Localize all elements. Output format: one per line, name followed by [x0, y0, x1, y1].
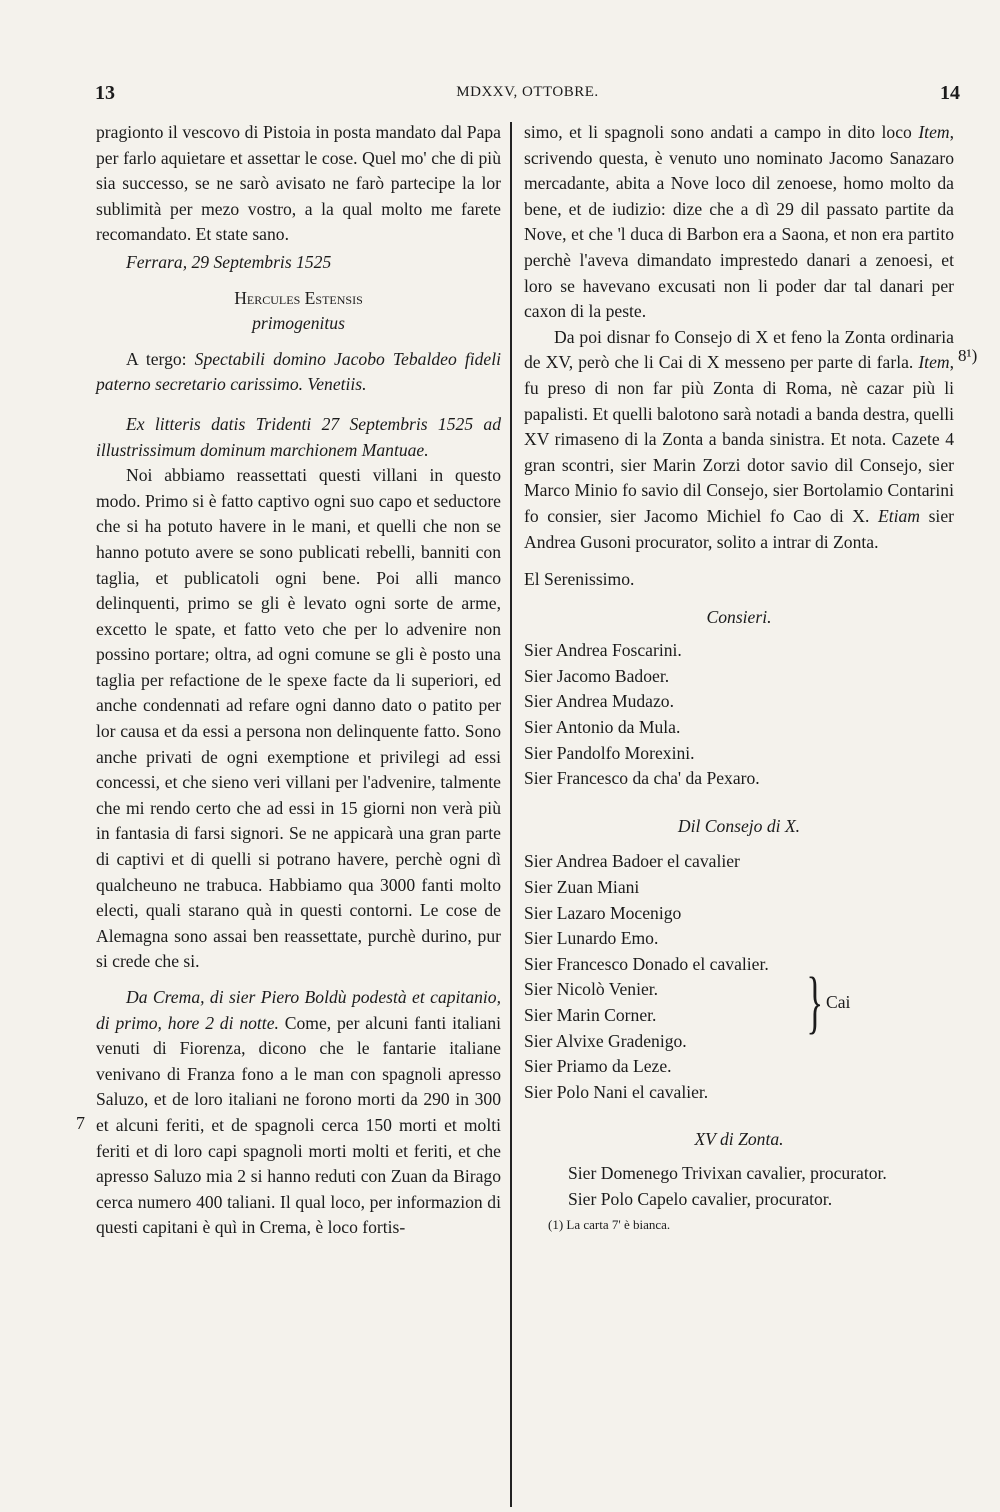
paragraph-letter-end: pragionto il vescovo di Pistoia in posta mandato dal Papa per farlo aquietare et assettar le cose. Quel mo' che di più sia successo, se ne sarò avisato ne farò partecipe la lor sublimità per mezo vostro, a la qual molto me farete recomandato. Et state sano. — [96, 122, 501, 245]
list-item: Sier Andrea Badoer el cavalier — [524, 851, 740, 872]
zonta-heading: XV di Zonta. — [694, 1129, 784, 1150]
page-number-right: 14 — [940, 82, 960, 104]
list-item: Sier Nicolò Venier. — [524, 979, 659, 1000]
list-item: Sier Andrea Mudazo. — [524, 691, 674, 712]
signature-name: Hercules Estensis — [234, 287, 363, 308]
list-item: Sier Alvixe Gradenigo. — [524, 1030, 687, 1051]
list-item: Sier Priamo da Leze. — [524, 1056, 672, 1077]
list-item: Sier Polo Capelo cavalier, procurator. — [568, 1188, 833, 1209]
list-item: Sier Pandolfo Morexini. — [524, 742, 695, 763]
list-item: Sier Zuan Miani — [524, 877, 640, 898]
left-column — [96, 120, 501, 1241]
consieri-list — [524, 638, 954, 792]
consieri-heading: Consieri. — [706, 606, 772, 627]
etiam-word: Etiam — [877, 505, 921, 526]
ex-litteris-heading: Ex litteris datis Tridenti 27 Septembris 1525 ad illustrissimum dominum marchionem Mantuae. — [96, 413, 501, 460]
list-item: Sier Lunardo Emo. — [524, 928, 659, 949]
dateline: Ferrara, 29 Septembris 1525 — [126, 251, 332, 272]
signature-title: primogenitus — [252, 313, 345, 334]
list-item: Sier Francesco da cha' da Pexaro. — [524, 768, 760, 789]
consejo-list — [524, 849, 954, 1105]
text-run: Da poi disnar fo Consejo di X et feno la Zonta ordinaria de XV, però che li Cai di X messeno per parte di farla. — [524, 326, 954, 373]
crema-heading: Da Crema, di sier Piero Boldù podestà et capitanio, di primo, hore 2 di notte. — [96, 987, 501, 1033]
item-word: Item — [918, 122, 950, 142]
list-item: Sier Antonio da Mula. — [524, 717, 681, 738]
running-header — [95, 82, 960, 110]
paragraph-villani: Noi abbiamo reassettati questi villani in questo modo. Primo si è fatto captivo ogni suo capo et seductore che si ha potuto havere in le mani, et quelli che non se hanno potuto avere se sono publicati rebelli, banniti con taglia, et publicatoli ogni bene. Poi alli manco delinquenti, primo se gli è levato ogni sorte de arme, excetto le spate, et fatto veto che per lo advenire non possino portare; oltra, ad ogni comune se gli è posto una taglia per refactione de le spexe facte da li superiori, ed anche condennati ad refare ogni danno dato o patito per lor causa et da essi a persona non delinquente fatto. Sono anche privati de ogni exemptione et privilegi ad essi concessi, et che sieno veri villani per l'advenire, talmente che mi rendo certo che ad essi in 15 giorni non verà più in fantasia di farsi signori. Se ne appicarà una gran parte di captivi et di quelli si potrano havere, perchè ogni dì qualcheuno ne trabuca. Habbiamo qua 3000 fanti molto electi, quali starano quà in questi contorni. Le cose de Alemagna sono assai ben reassettate, purchè durino, pur si crede che si. — [96, 465, 501, 972]
list-item: Sier Jacomo Badoer. — [524, 665, 670, 686]
address-paragraph — [96, 347, 501, 398]
list-item: Sier Marin Corner. — [524, 1005, 657, 1025]
cai-label: Cai — [826, 992, 851, 1012]
crema-text: Come, per alcuni fanti italiani venuti di Fiorenza, dicono che le fantarie italiane venivano di Franza fono a le man con spagnoli apresso Saluzo, et de loro italiani ne forono morti da 290 in 300 et alcuni feriti, et de spagnoli cerca 150 morti et molti feriti et di loro capi spagnoli morti molti et feriti, et che apresso Saluzo mia 2 si hanno reduti con Zuan da Birago cerca numero 400 taliani. Il qual loco, per informazion di questi capitani è quì in Crema, è loco fortis- — [96, 1012, 502, 1238]
list-item: Sier Andrea Foscarini. — [524, 640, 682, 661]
item-word: Item — [918, 352, 950, 373]
running-title: MDXXV, OTTOBRE. — [456, 84, 599, 100]
margin-number-left: 7 — [76, 1113, 85, 1133]
footnote: (1) La carta 7' è bianca. — [548, 1217, 671, 1233]
column-divider — [510, 122, 512, 1507]
text-run: simo, et li spagnoli sono andati a campo in dito loco — [524, 122, 919, 142]
margin-note-right: 8¹) — [958, 346, 978, 365]
text-run: , fu preso di non far più Zonta di Roma, nè cazar più li papalisti. Et quelli balotono sarà notadi a banda destra, quelli XV rimaseno di la Zonta a banda sinistra. Et nota. Cazete 4 gran scontri, sier Marin Zorzi dotor savio dil Consejo, sier Marco Minio fo savio dil Consejo, sier Bortolamio Contarini fo consier, sier Jacomo Michiel fo Cao di X. — [524, 352, 954, 526]
list-item: Sier Domenego Trivixan cavalier, procurator. — [568, 1162, 887, 1183]
right-column — [524, 120, 954, 1238]
list-item: Sier Lazaro Mocenigo — [524, 902, 682, 923]
list-item: Sier Francesco Donado el cavalier. — [524, 953, 769, 974]
paragraph-consejo — [524, 325, 954, 555]
paragraph-crema — [96, 985, 501, 1241]
text-run: , scrivendo questa, è venuto uno nominato Jacomo Sanazaro mercadante, abita a Nove loco dil zenoese, homo molto da bene, et de iudizio: dize che a dì 29 dil passato partite da Nove, et che 'l duca di Barbon era a Saona, et non era partito perchè l'aveva dimandato imprestedo danari a zenoesi, et loro se havevano excusati non li poder dar tal danari per caxon di la peste. — [524, 122, 954, 322]
paragraph-sanazaro — [524, 120, 954, 325]
page-number-left: 13 — [95, 82, 115, 104]
brace-symbol: } — [806, 964, 824, 1041]
tergo-prefix: A tergo: — [126, 348, 195, 369]
serenissimo: El Serenissimo. — [524, 569, 635, 590]
list-item: Sier Polo Nani el cavalier. — [524, 1081, 709, 1102]
consejo-heading: Dil Consejo di X. — [677, 815, 801, 836]
text-run: sier Andrea Gusoni procurator, solito a intrar di Zonta. — [524, 505, 954, 552]
tergo-text: Spectabili domino Jacobo Tebaldeo fideli paterno secretario carissimo. Venetiis. — [96, 348, 501, 395]
zonta-list — [524, 1161, 954, 1212]
spacer — [524, 555, 954, 567]
